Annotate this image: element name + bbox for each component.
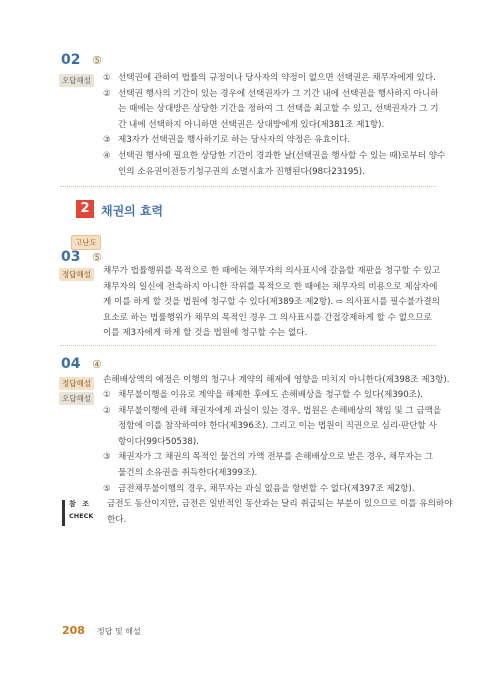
text-line: 이를 제3자에게 하게 할 것을 법원에 청구할 수는 없다. — [103, 328, 308, 339]
item-marker: ① — [103, 73, 111, 83]
check-label-en: CHECK — [69, 512, 94, 520]
item-marker: ③ — [103, 452, 111, 463]
item-text: 인의 소유권이전등기청구권의 소멸시효가 진행된다(98다23195). — [118, 166, 365, 177]
item-text: 선택권 행사에 필요한 상당한 기간이 경과한 날(선택권을 행사할 수 있는 때)로부터 양수 — [118, 150, 446, 161]
explanation-line — [103, 133, 445, 149]
item-text: 정함에 이를 참작하여야 한다(제396조). 그리고 이는 법원이 직권으로 심리·판단할 사 — [118, 421, 437, 432]
text-line: 금전도 동산이지만, 금전은 일반적인 동산과는 달리 취급되는 부분이 있으므로 이를 유의하야 — [107, 499, 453, 509]
explanation-line — [103, 404, 441, 420]
item-marker: ② — [103, 88, 111, 99]
item-text: 선택권에 관하여 법률의 규정이나 당사자의 약정이 없으면 선택권은 채무자에게 있다. — [118, 73, 436, 83]
question-number: 03 — [61, 249, 81, 265]
item-text: 금전채무불이행의 경우, 채무자는 과실 없음을 항변할 수 없다(제397조 제2항). — [118, 483, 415, 494]
explanation-line — [103, 450, 441, 466]
text-line: 게 이를 하게 할 것을 법원에 청구할 수 있다(제389조 제2항). ⇨ 의사표시를 필수불가결의 — [103, 297, 440, 308]
item-text: 제3자가 선택권을 행사하기로 하는 당사자의 약정은 유효이다. — [118, 135, 351, 146]
text-line: 한다. — [107, 514, 127, 525]
item-marker: ③ — [103, 135, 111, 146]
item-text: 채무불이행을 이유로 계약을 해제한 후에도 손해배상을 청구할 수 있다(제390조). — [118, 390, 424, 400]
divider — [60, 186, 436, 187]
item-text: 간 내에 선택하지 아니하면 선택권은 상대방에게 있다(제381조 제1항). — [118, 119, 385, 130]
section-title: 채권의 효력 — [101, 204, 164, 218]
section-number: 2 — [76, 200, 94, 218]
explanation-text — [103, 264, 440, 342]
item-marker: ① — [103, 390, 111, 400]
explanation-line — [103, 165, 445, 181]
explanation-line — [103, 435, 441, 451]
explanation-line — [103, 118, 445, 134]
page-label: 정답 및 해설 — [97, 627, 141, 636]
text-line: 채무자의 일신에 전속하지 아니한 작위를 목적으로 한 때에는 채무자의 비용으로 제삼자에 — [103, 281, 438, 292]
explanation-line — [103, 149, 445, 165]
explanation-list — [103, 71, 445, 180]
explanation-line — [103, 102, 445, 118]
question-number: 04 — [61, 356, 81, 372]
answer-marker: ④ — [92, 358, 102, 371]
question-number: 02 — [61, 52, 81, 68]
item-text: 선택권 행사의 기간이 있는 경우에 선택권자가 그 기간 내에 선택권을 행사하지 아니하 — [118, 88, 439, 99]
explanation-line — [103, 466, 441, 482]
item-text: 채권자가 그 채권의 목적인 물건의 가액 전부를 손해배상으로 받은 경우, 채무자는 그 — [118, 452, 434, 463]
explanation-line — [103, 419, 441, 435]
explanation-line — [103, 87, 445, 103]
correct-explanation-tag: 정답해설 — [59, 268, 94, 281]
check-label: 참 조 — [69, 500, 91, 508]
page-number: 208 — [62, 624, 85, 637]
correct-explanation-text: 손해배상액의 예정은 이행의 청구나 계약의 해제에 영향을 미치지 아니한다(제398조 제3항). — [103, 375, 450, 385]
item-text: 채무불이행에 관해 채권자에게 과실이 있는 경우, 법원은 손해배상의 책임 및 그 금액을 — [118, 405, 442, 416]
item-text: 항이다(99다50538). — [118, 436, 199, 447]
divider — [60, 345, 436, 346]
item-marker: ② — [103, 405, 111, 416]
item-text: 물건의 소유권을 취득한다(제399조). — [118, 467, 258, 478]
wrong-explanation-tag: 오답해설 — [59, 74, 94, 87]
correct-explanation-tag: 정답해설 — [59, 377, 94, 390]
wrong-explanation-tag: 오답해설 — [59, 392, 94, 405]
text-line: 요소로 하는 법률행위가 채무의 목적인 경우 그 의사표시를 간접강제하게 할 수 없으므로 — [103, 312, 432, 323]
difficulty-badge: 고난도 — [71, 235, 101, 250]
answer-marker: ⑤ — [92, 251, 102, 264]
check-bar — [62, 500, 65, 526]
explanation-line — [103, 388, 441, 404]
explanation-list — [103, 388, 441, 497]
check-text — [107, 497, 453, 528]
item-marker: ⑤ — [103, 483, 111, 494]
answer-marker: ⑤ — [92, 54, 102, 67]
item-marker: ④ — [103, 150, 111, 161]
text-line: 채무가 법률행위를 목적으로 한 때에는 채무자의 의사표시에 갈음할 재판을 청구할 수 있고 — [103, 266, 441, 276]
explanation-line — [103, 482, 441, 498]
explanation-line — [103, 71, 445, 87]
item-text: 는 때에는 상대방은 상당한 기간을 정하여 그 선택을 최고할 수 있고, 선택권자가 그 기 — [118, 104, 439, 115]
